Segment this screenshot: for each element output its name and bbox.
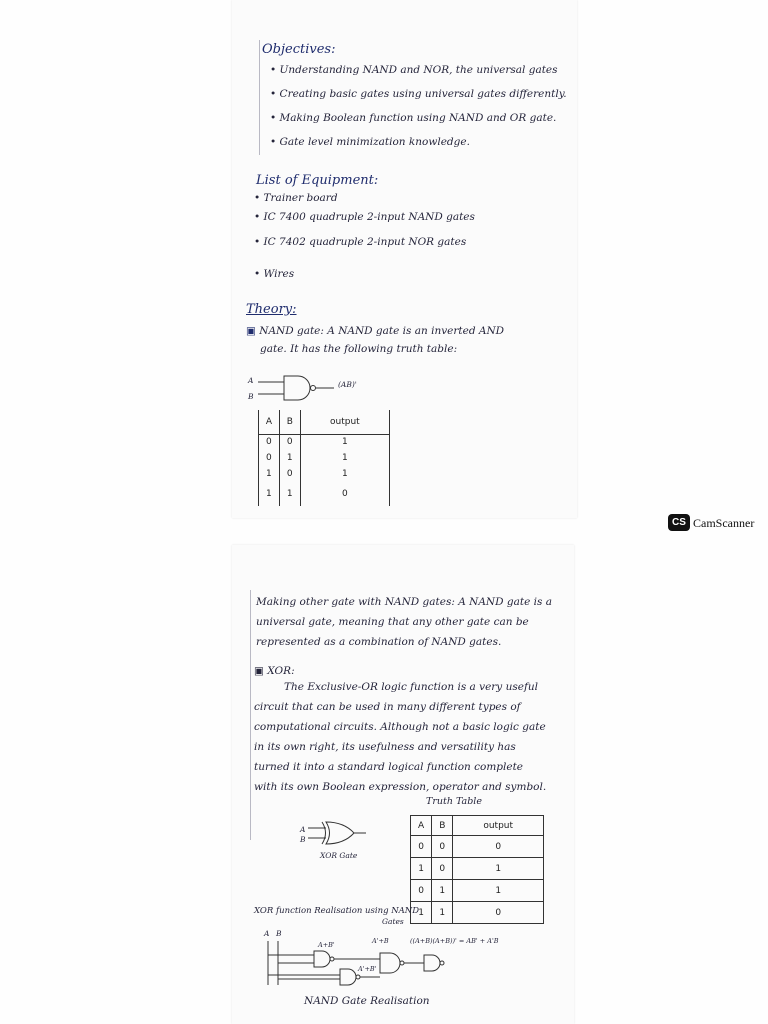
table-header: A <box>411 816 432 836</box>
objective-item: • Making Boolean function using NAND and OR gate. <box>270 112 557 124</box>
nand-realisation-caption: NAND Gate Realisation <box>304 995 430 1007</box>
xor-gate-icon <box>296 819 376 849</box>
top-notebook-page <box>232 0 577 518</box>
table-header: output <box>300 410 389 434</box>
table-row <box>259 482 390 506</box>
objective-item: • Creating basic gates using universal gates differently. <box>270 88 567 100</box>
table-header-row <box>259 410 390 434</box>
objective-item: • Understanding NAND and NOR, the universal gates <box>270 64 558 76</box>
margin-line <box>259 40 260 155</box>
truth-table-title: Truth Table <box>426 796 482 807</box>
table-cell: 1 <box>432 902 453 924</box>
table-header: B <box>279 410 300 434</box>
circuit-final-expression: ((A+B)(A+B))' = AB' + A'B <box>410 937 499 945</box>
intro-line: Making other gate with NAND gates: A NAND gate is a <box>256 596 552 608</box>
xor-text-line: circuit that can be used in many different types of <box>254 701 521 713</box>
gate-input-b-label: B <box>248 392 254 401</box>
table-cell: 0 <box>432 836 453 858</box>
circuit-term: A'+B <box>372 937 389 945</box>
table-row <box>259 466 390 482</box>
gate-output-label: (AB)' <box>338 380 357 389</box>
table-cell: 0 <box>300 482 389 506</box>
theory-heading: Theory: <box>246 302 297 317</box>
circuit-term: A+B' <box>318 941 335 949</box>
circuit-term: A'+B' <box>358 965 377 973</box>
table-cell: 1 <box>300 450 389 466</box>
table-cell: 0 <box>279 434 300 450</box>
realisation-label-gates: Gates <box>382 917 404 926</box>
table-cell: 0 <box>259 450 280 466</box>
table-cell: 1 <box>279 482 300 506</box>
bottom-notebook-page <box>232 545 574 1024</box>
objective-item: • Gate level minimization knowledge. <box>270 136 470 148</box>
xor-heading: ▣ XOR: <box>254 665 295 677</box>
equipment-heading: List of Equipment: <box>256 173 379 188</box>
realisation-label: XOR function Realisation using NAND <box>254 906 420 916</box>
table-row <box>411 836 544 858</box>
objectives-heading: Objectives: <box>262 42 336 57</box>
table-cell: 1 <box>279 450 300 466</box>
xor-truth-table <box>410 815 544 924</box>
table-row <box>411 858 544 880</box>
table-cell: 1 <box>453 880 544 902</box>
nand-description-line: gate. It has the following truth table: <box>260 343 458 355</box>
table-cell: 1 <box>259 466 280 482</box>
table-cell: 0 <box>453 836 544 858</box>
margin-line <box>250 590 251 840</box>
table-header: B <box>432 816 453 836</box>
table-row <box>259 450 390 466</box>
equipment-item: • Trainer board <box>254 192 338 204</box>
table-cell: 1 <box>300 434 389 450</box>
xor-text-line: with its own Boolean expression, operator and symbol. <box>254 781 547 793</box>
xor-text-line: turned it into a standard logical function complete <box>254 761 524 773</box>
xor-gate-label: XOR Gate <box>320 851 358 860</box>
table-cell: 0 <box>453 902 544 924</box>
table-cell: 1 <box>411 858 432 880</box>
table-header-row <box>411 816 544 836</box>
xor-text-line: computational circuits. Although not a basic logic gate <box>254 721 546 733</box>
intro-line: universal gate, meaning that any other gate can be <box>256 616 529 628</box>
table-cell: 1 <box>259 482 280 506</box>
table-row <box>259 434 390 450</box>
table-cell: 1 <box>453 858 544 880</box>
table-row <box>411 902 544 924</box>
xor-gate-input-a: A <box>300 825 306 834</box>
nand-description-line: ▣ NAND gate: A NAND gate is an inverted AND <box>246 325 505 337</box>
circuit-input-a: A <box>264 929 270 938</box>
note-bullet-icon: ▣ <box>254 665 264 677</box>
equipment-item: • IC 7400 quadruple 2-input NAND gates <box>254 211 475 223</box>
xor-gate-input-b: B <box>300 835 306 844</box>
table-header: output <box>453 816 544 836</box>
xor-text-line: The Exclusive-OR logic function is a very useful <box>284 681 538 693</box>
table-cell: 0 <box>411 880 432 902</box>
table-row <box>411 880 544 902</box>
camscanner-watermark: CamScanner <box>693 516 755 530</box>
table-cell: 0 <box>411 836 432 858</box>
table-header: A <box>259 410 280 434</box>
table-cell: 0 <box>432 858 453 880</box>
table-cell: 0 <box>279 466 300 482</box>
equipment-item: • Wires <box>254 268 295 280</box>
circuit-input-b: B <box>276 929 282 938</box>
table-cell: 1 <box>300 466 389 482</box>
camscanner-logo-icon: CS <box>668 514 690 531</box>
gate-input-a-label: A <box>248 376 254 385</box>
table-cell: 1 <box>411 902 432 924</box>
equipment-item: • IC 7402 quadruple 2-input NOR gates <box>254 236 467 248</box>
note-bullet-icon: ▣ <box>246 325 256 337</box>
xor-text-line: in its own right, its usefulness and versatility has <box>254 741 516 753</box>
nand-truth-table <box>258 410 390 506</box>
table-cell: 0 <box>259 434 280 450</box>
intro-line: represented as a combination of NAND gates. <box>256 636 502 648</box>
table-cell: 1 <box>432 880 453 902</box>
